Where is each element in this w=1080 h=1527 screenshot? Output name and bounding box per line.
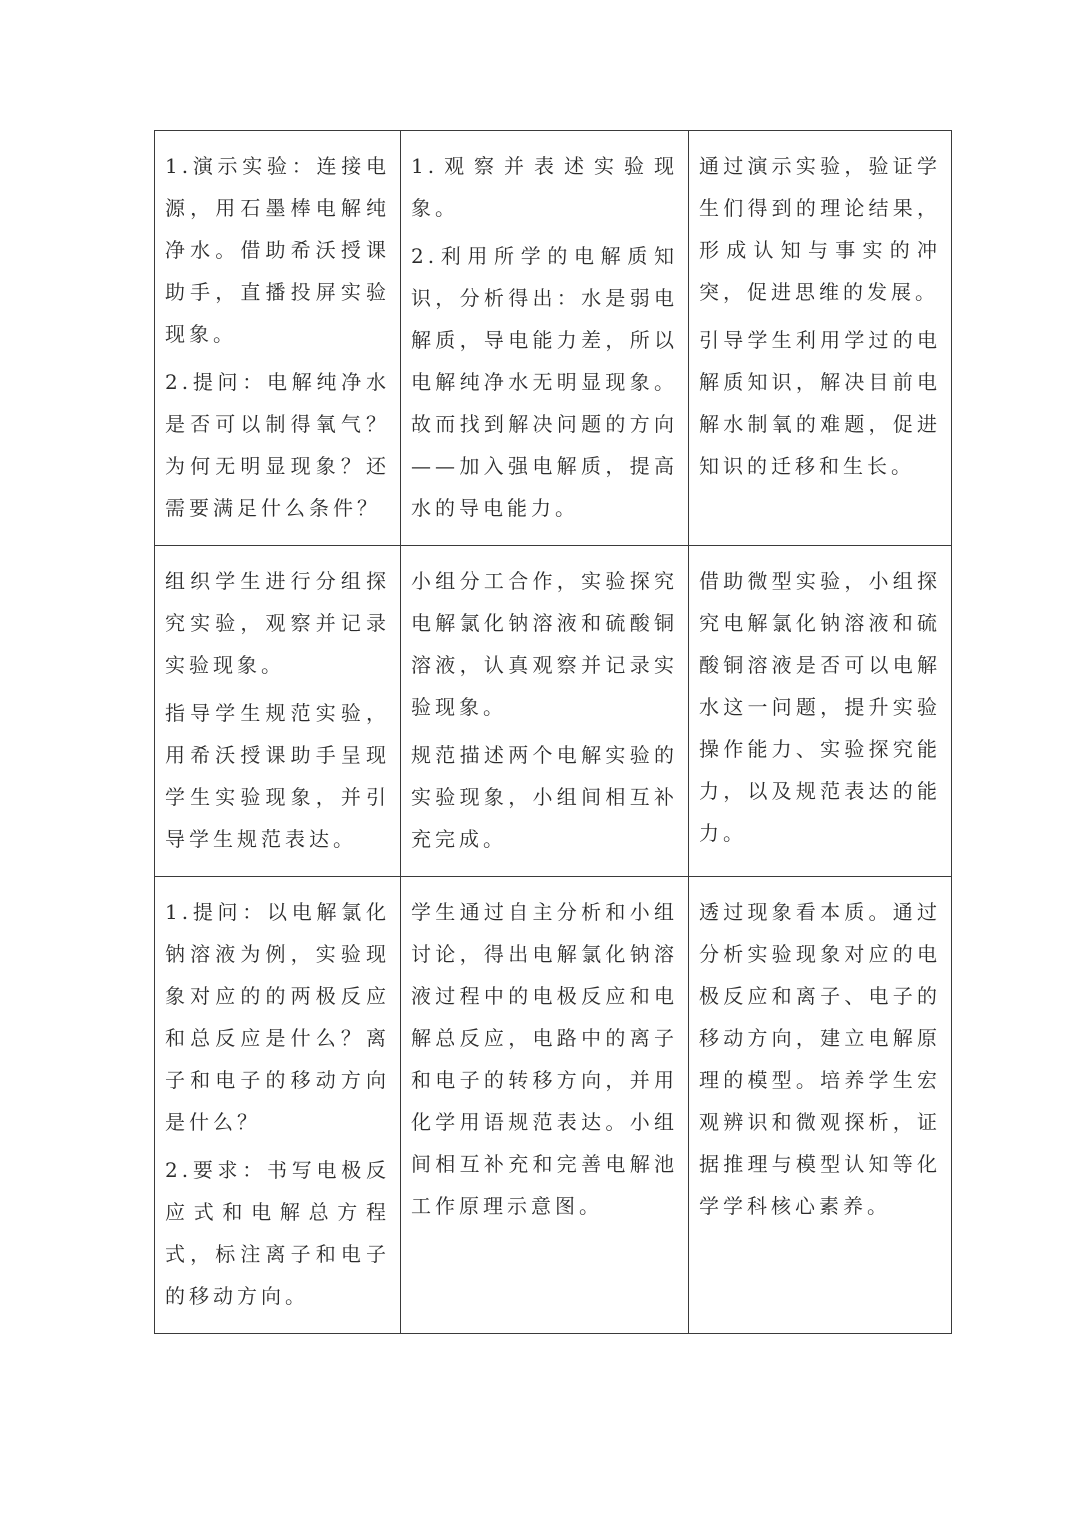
table-row [155,546,952,877]
paragraph: 1.演示实验：连接电源，用石墨棒电解纯净水。借助希沃授课助手，直播投屏实验现象。 [165,154,390,346]
teacher-activity-cell [155,546,401,877]
paragraph: 通过演示实验，验证学生们得到的理论结果，形成认知与事实的冲突，促进思维的发展。 [699,154,941,304]
design-intent-cell [689,877,952,1334]
design-intent-cell [689,131,952,546]
paragraph: 指导学生规范实验，用希沃授课助手呈现学生实验现象，并引导学生规范表达。 [165,701,390,851]
lesson-table [154,130,952,1334]
paragraph: 2.提问：电解纯净水是否可以制得氧气？为何无明显现象？还需要满足什么条件？ [165,370,390,520]
paragraph: 引导学生利用学过的电解质知识，解决目前电解水制氧的难题，促进知识的迁移和生长。 [699,328,941,478]
paragraph: 1.提问：以电解氯化钠溶液为例，实验现象对应的的两极反应和总反应是什么？离子和电子的移动方向是什么？ [165,900,390,1134]
table-row [155,131,952,546]
paragraph: 2.要求：书写电极反应式和电解总方程式，标注离子和电子的移动方向。 [165,1158,390,1308]
teacher-activity-cell [155,877,401,1334]
paragraph: 学生通过自主分析和小组讨论，得出电解氯化钠溶液过程中的电极反应和电解总反应，电路中的离子和电子的转移方向，并用化学用语规范表达。小组间相互补充和完善电解池工作原理示意图。 [411,900,678,1218]
student-activity-cell [401,546,689,877]
student-activity-cell [401,131,689,546]
paragraph: 规范描述两个电解实验的实验现象，小组间相互补充完成。 [411,743,678,851]
paragraph: 借助微型实验，小组探究电解氯化钠溶液和硫酸铜溶液是否可以电解水这一问题，提升实验操作能力、实验探究能力，以及规范表达的能力。 [699,569,941,845]
table-row [155,877,952,1334]
teacher-activity-cell [155,131,401,546]
student-activity-cell [401,877,689,1334]
paragraph: 1.观察并表述实验现象。 [411,154,678,220]
paragraph: 小组分工合作，实验探究电解氯化钠溶液和硫酸铜溶液，认真观察并记录实验现象。 [411,569,678,719]
paragraph: 透过现象看本质。通过分析实验现象对应的电极反应和离子、电子的移动方向，建立电解原理的模型。培养学生宏观辨识和微观探析，证据推理与模型认知等化学学科核心素养。 [699,900,941,1218]
design-intent-cell [689,546,952,877]
paragraph: 2.利用所学的电解质知识，分析得出：水是弱电解质，导电能力差，所以电解纯净水无明显现象。故而找到解决问题的方向——加入强电解质，提高水的导电能力。 [411,244,678,520]
paragraph: 组织学生进行分组探究实验，观察并记录实验现象。 [165,569,390,677]
